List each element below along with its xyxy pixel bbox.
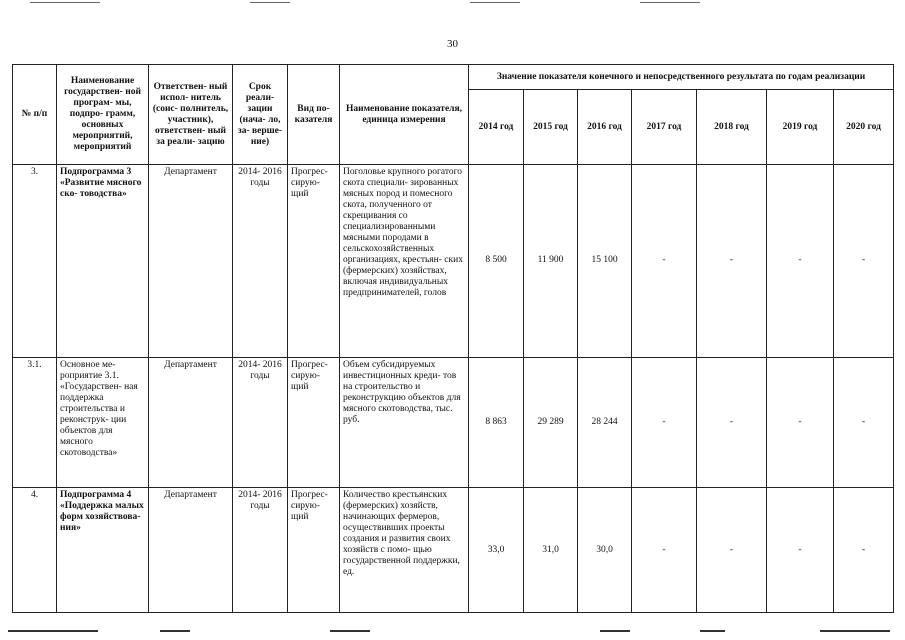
row-responsible: Департамент: [149, 488, 233, 613]
header-year: 2019 год: [767, 90, 834, 165]
header-indicator-type: Вид по- казателя: [288, 65, 340, 165]
row-value-2020: -: [834, 488, 894, 613]
row-value-2017: -: [632, 357, 697, 488]
row-value-2014: 33,0: [469, 488, 524, 613]
row-value-2015: 31,0: [524, 488, 578, 613]
row-indicator-name: Количество крестьянских (фермерских) хозяйств, начинающих фермеров, осуществивших проекты создания и развития своих хозяйств с помо- щью государственной поддержки, ед.: [340, 488, 469, 613]
row-value-2020: -: [834, 165, 894, 358]
header-values-group: Значение показателя конечного и непосредственного результата по годам реализации: [469, 65, 894, 90]
row-indicator-type: Прогрес- сирую- щий: [288, 165, 340, 358]
row-value-2019: -: [767, 488, 834, 613]
row-indicator-name: Объем субсидируемых инвестиционных креди- тов на строительство и реконструкцию объектов для мясного скотоводства, тыс. руб.: [340, 357, 469, 488]
header-year: 2016 год: [578, 90, 632, 165]
row-value-2015: 29 289: [524, 357, 578, 488]
row-program-name: Основное ме- роприятие 3.1. «Государствен- ная поддержка строительства и реконструк- ции объектов для мясного скотоводства»: [57, 357, 149, 488]
row-value-2018: -: [697, 488, 767, 613]
row-indicator-type: Прогрес- сирую- щий: [288, 357, 340, 488]
header-num: № п/п: [13, 65, 57, 165]
row-term: 2014- 2016 годы: [233, 165, 288, 358]
header-year: 2014 год: [469, 90, 524, 165]
row-num: 3.1.: [13, 357, 57, 488]
table-row: [13, 165, 894, 358]
row-value-2019: -: [767, 357, 834, 488]
header-year: 2017 год: [632, 90, 697, 165]
page-number: 30: [447, 38, 458, 50]
row-value-2019: -: [767, 165, 834, 358]
row-value-2014: 8 500: [469, 165, 524, 358]
header-term: Срок реали- зации (нача- ло, за- верше- ние): [233, 65, 288, 165]
row-term: 2014- 2016 годы: [233, 488, 288, 613]
row-value-2016: 15 100: [578, 165, 632, 358]
table-row: [13, 488, 894, 613]
scan-bottom-marks: [0, 630, 905, 636]
table-row: [13, 357, 894, 488]
row-indicator-type: Прогрес- сирую- щий: [288, 488, 340, 613]
row-term: 2014- 2016 годы: [233, 357, 288, 488]
row-responsible: Департамент: [149, 357, 233, 488]
header-year: 2015 год: [524, 90, 578, 165]
row-value-2020: -: [834, 357, 894, 488]
row-value-2016: 30,0: [578, 488, 632, 613]
scan-edge-marks: [0, 2, 905, 6]
row-value-2018: -: [697, 165, 767, 358]
header-responsible: Ответствен- ный испол- нитель (соис- полнитель, участник), ответствен- ный за реали- зацию: [149, 65, 233, 165]
header-year: 2018 год: [697, 90, 767, 165]
row-value-2015: 11 900: [524, 165, 578, 358]
row-responsible: Департамент: [149, 165, 233, 358]
header-name: Наименование государствен- ной програм- мы, подпро- грамм, основных мероприятий, мероприятий: [57, 65, 149, 165]
row-indicator-name: Поголовье крупного рогатого скота специали- зированных мясных пород и помесного скота, полученного от скрещивания со специализированными мясными породами в сельскохозяйственных организациях, крестьян- ских (фермерских) хозяйствах, включая индивидуальных предпринимателей, голов: [340, 165, 469, 358]
header-year: 2020 год: [834, 90, 894, 165]
row-num: 3.: [13, 165, 57, 358]
row-value-2018: -: [697, 357, 767, 488]
row-value-2017: -: [632, 488, 697, 613]
header-indicator-name: Наименование показателя, единица измерения: [340, 65, 469, 165]
row-value-2017: -: [632, 165, 697, 358]
row-num: 4.: [13, 488, 57, 613]
row-value-2014: 8 863: [469, 357, 524, 488]
row-program-name: Подпрограмма 3 «Развитие мясного ско- товодства»: [57, 165, 149, 358]
row-program-name: Подпрограмма 4 «Поддержка малых форм хозяйствова- ния»: [57, 488, 149, 613]
indicator-table: [12, 64, 894, 613]
row-value-2016: 28 244: [578, 357, 632, 488]
